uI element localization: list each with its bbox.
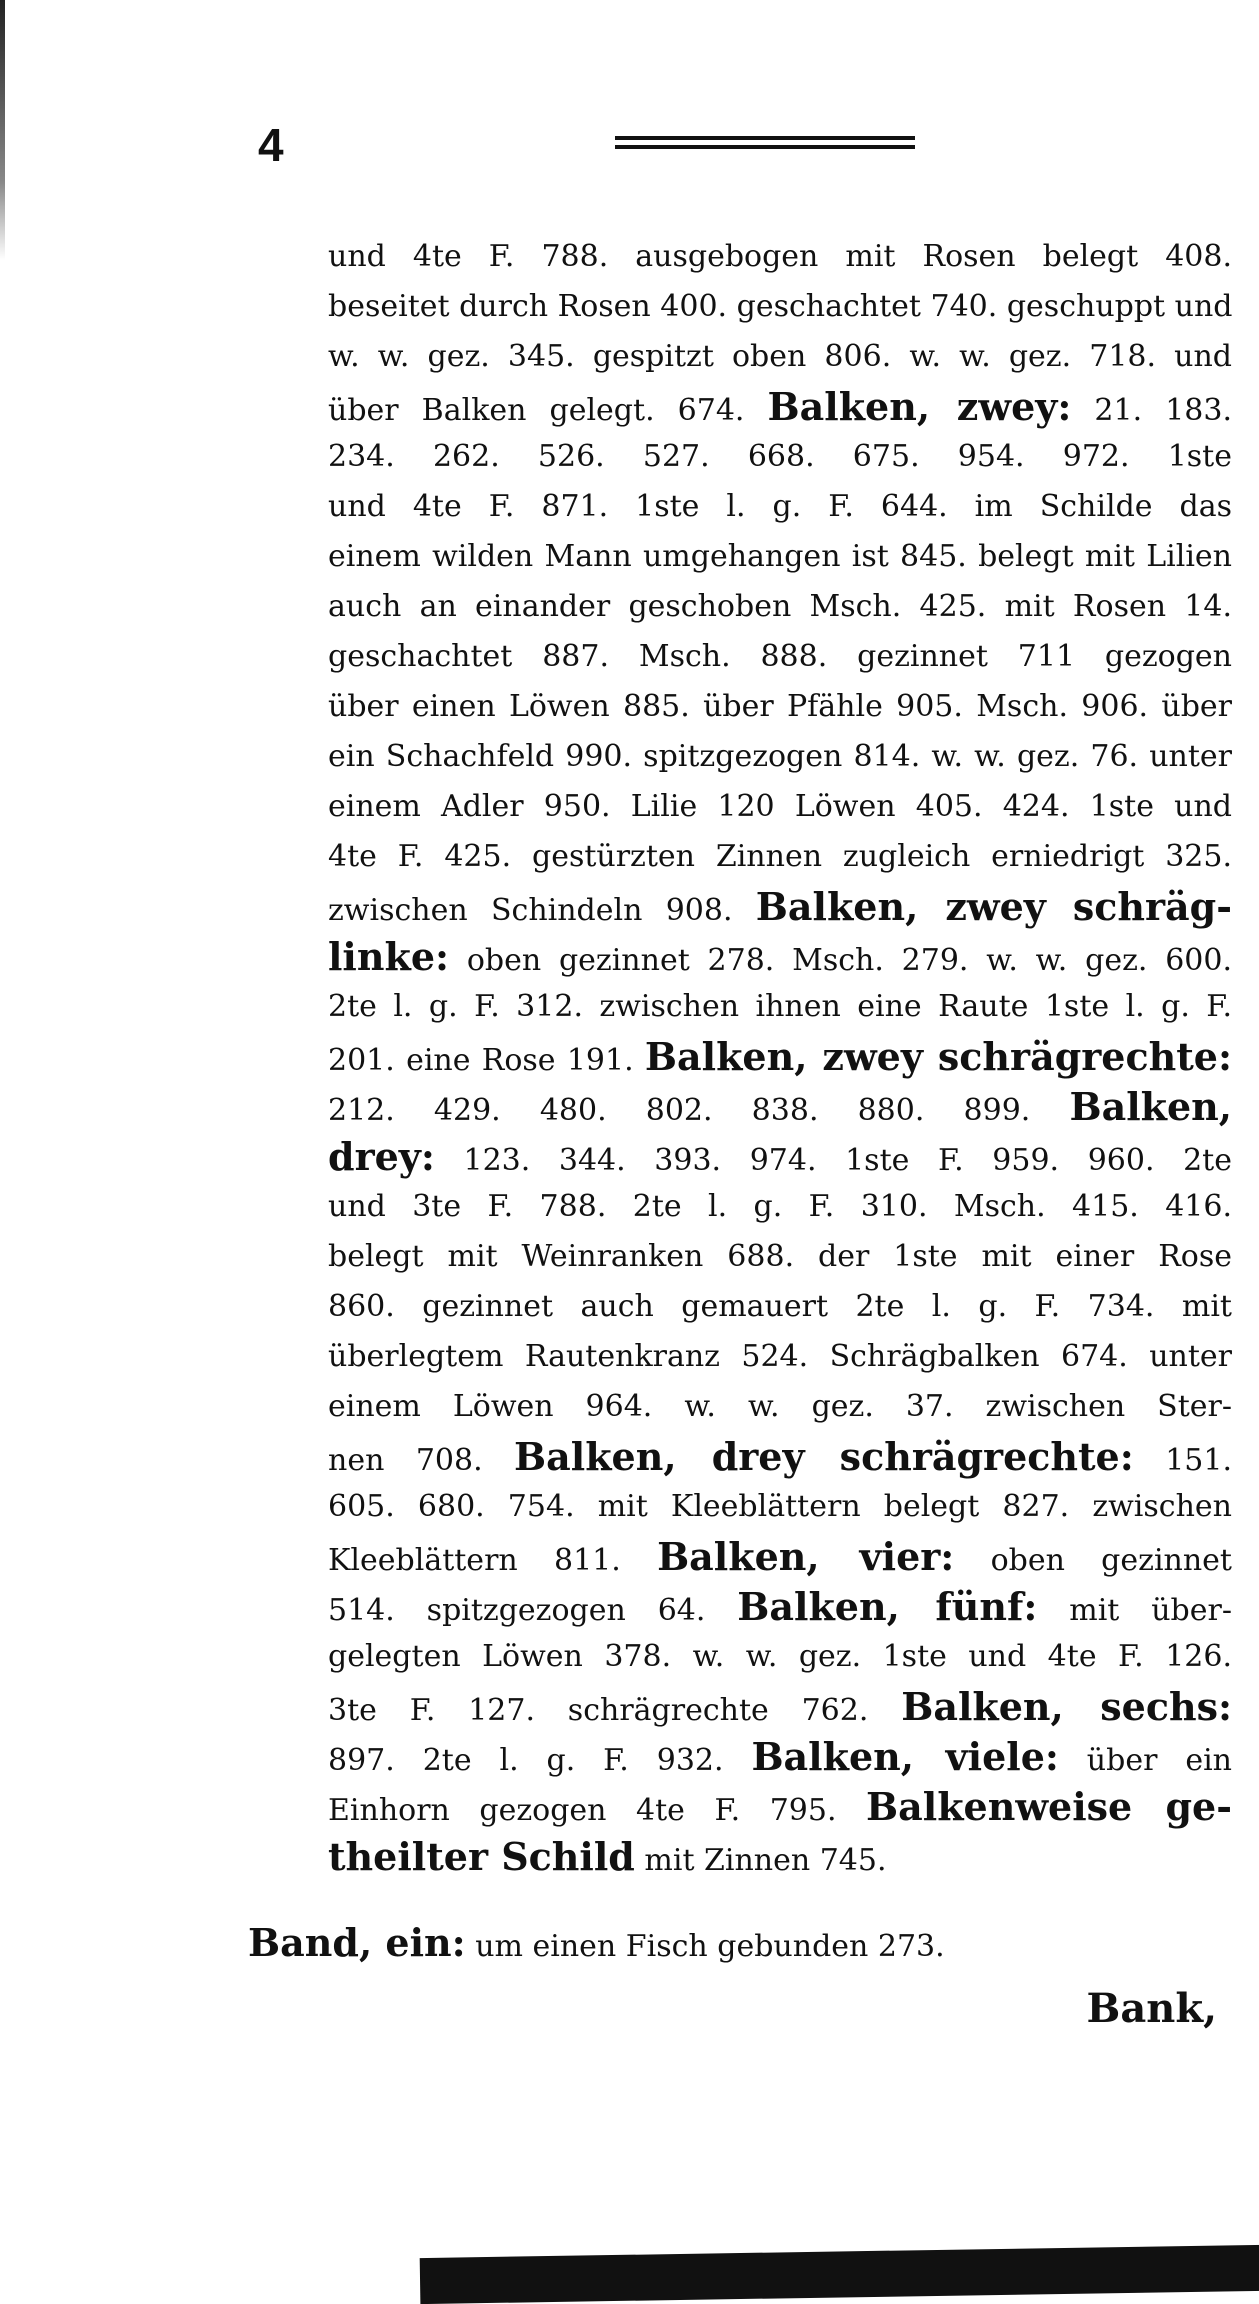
entry-text: und 4te F. 871. 1ste l. g. F. 644. im Schilde das bbox=[328, 489, 1232, 524]
entry-text: einem wilden Mann umgehangen ist 845. belegt mit Lilien bbox=[328, 539, 1232, 574]
text-line bbox=[328, 1732, 1232, 1782]
entry-text: gelegten Löwen 378. w. w. gez. 1ste und 4te F. 126. bbox=[328, 1639, 1232, 1674]
index-entry-band bbox=[248, 1918, 945, 1972]
entry-text: mit Zinnen 745. bbox=[634, 1843, 887, 1878]
text-line bbox=[328, 482, 1232, 532]
entry-text: 123. 344. 393. 974. 1ste F. 959. 960. 2te bbox=[434, 1143, 1232, 1178]
text-line bbox=[328, 882, 1232, 932]
text-line bbox=[328, 682, 1232, 732]
entry-text: über Balken gelegt. 674. bbox=[328, 393, 768, 428]
text-line bbox=[328, 582, 1232, 632]
entry-text: 3te F. 127. schrägrechte 762. bbox=[328, 1693, 902, 1728]
header-ornament-rule bbox=[615, 136, 915, 154]
text-line bbox=[328, 1332, 1232, 1382]
entry-text: und 3te F. 788. 2te l. g. F. 310. Msch. 415. 416. bbox=[328, 1189, 1232, 1224]
entry-text: über ein bbox=[1058, 1743, 1232, 1778]
text-line bbox=[328, 1032, 1232, 1082]
text-line bbox=[328, 932, 1232, 982]
text-line bbox=[328, 332, 1232, 382]
text-line bbox=[328, 782, 1232, 832]
entry-heading: Band, ein: bbox=[248, 1920, 466, 1965]
entry-text: einem Adler 950. Lilie 120 Löwen 405. 424. 1ste und bbox=[328, 789, 1232, 824]
text-line bbox=[328, 1182, 1232, 1232]
entry-text: 897. 2te l. g. F. 932. bbox=[328, 1743, 752, 1778]
entry-text: auch an einander geschoben Msch. 425. mit Rosen 14. bbox=[328, 589, 1232, 624]
entry-heading: Balken, drey schrägrechte: bbox=[514, 1434, 1134, 1479]
entry-text: geschachtet 887. Msch. 888. gezinnet 711 gezogen bbox=[328, 639, 1232, 674]
text-line bbox=[328, 532, 1232, 582]
text-line bbox=[328, 832, 1232, 882]
entry-heading: drey: bbox=[328, 1134, 435, 1179]
text-line bbox=[328, 1482, 1232, 1532]
index-entry-balken bbox=[328, 232, 1232, 1882]
text-line bbox=[328, 282, 1232, 332]
entry-text: und 4te F. 788. ausgebogen mit Rosen belegt 408. bbox=[328, 239, 1232, 274]
text-line bbox=[328, 982, 1232, 1032]
entry-text: w. w. gez. 345. gespitzt oben 806. w. w. gez. 718. und bbox=[328, 339, 1232, 374]
entry-text: 151. bbox=[1133, 1443, 1232, 1478]
scan-edge bbox=[0, 0, 5, 260]
text-line bbox=[328, 1832, 1232, 1882]
entry-heading: Balken, zwey: bbox=[767, 384, 1072, 429]
entry-heading: Balken, sechs: bbox=[901, 1684, 1233, 1729]
entry-text: oben gezinnet bbox=[954, 1543, 1232, 1578]
text-line bbox=[328, 732, 1232, 782]
scan-edge bbox=[420, 2244, 1259, 2304]
text-line bbox=[328, 232, 1232, 282]
text-line bbox=[328, 1432, 1232, 1482]
entry-text: 234. 262. 526. 527. 668. 675. 954. 972. 1ste bbox=[328, 439, 1232, 474]
text-line bbox=[328, 1082, 1232, 1132]
entry-heading: Balkenweise ge- bbox=[866, 1784, 1232, 1829]
entry-text: 514. spitzgezogen 64. bbox=[328, 1593, 738, 1628]
page-number: 4 bbox=[258, 119, 284, 171]
text-line bbox=[328, 432, 1232, 482]
text-line bbox=[328, 1282, 1232, 1332]
entry-text: ein Schachfeld 990. spitzgezogen 814. w. w. gez. 76. unter bbox=[328, 739, 1232, 774]
catchword: Bank, bbox=[1086, 1985, 1217, 2032]
entry-heading: Balken, vier: bbox=[657, 1534, 955, 1579]
entry-text: zwischen Schindeln 908. bbox=[328, 893, 756, 928]
entry-heading: theilter Schild bbox=[328, 1834, 635, 1879]
text-line bbox=[328, 1632, 1232, 1682]
entry-heading: linke: bbox=[328, 934, 450, 979]
entry-heading: Balken, fünf: bbox=[737, 1584, 1038, 1629]
text-line bbox=[328, 1582, 1232, 1632]
entry-text: 201. eine Rose 191. bbox=[328, 1043, 645, 1078]
entry-text: 4te F. 425. gestürzten Zinnen zugleich erniedrigt 325. bbox=[328, 839, 1232, 874]
entry-text: über einen Löwen 885. über Pfähle 905. Msch. 906. über bbox=[328, 689, 1232, 724]
entry-text: beseitet durch Rosen 400. geschachtet 740. geschuppt und bbox=[328, 289, 1233, 324]
entry-text: nen 708. bbox=[328, 1443, 515, 1478]
entry-heading: Balken, viele: bbox=[751, 1734, 1059, 1779]
entry-text: 212. 429. 480. 802. 838. 880. 899. bbox=[328, 1093, 1070, 1128]
text-line bbox=[328, 1132, 1232, 1182]
entry-text: 605. 680. 754. mit Kleeblättern belegt 827. zwischen bbox=[328, 1489, 1232, 1524]
entry-text: oben gezinnet 278. Msch. 279. w. w. gez. 600. bbox=[449, 943, 1232, 978]
entry-heading: Balken, bbox=[1069, 1084, 1232, 1129]
entry-text: überlegtem Rautenkranz 524. Schrägbalken 674. unter bbox=[328, 1339, 1232, 1374]
entry-heading: Balken, zwey schräg- bbox=[755, 884, 1232, 929]
entry-text: um einen Fisch gebunden 273. bbox=[465, 1929, 945, 1964]
entry-text: einem Löwen 964. w. w. gez. 37. zwischen Ster- bbox=[328, 1389, 1232, 1424]
text-line bbox=[328, 1782, 1232, 1832]
entry-text: 21. 183. bbox=[1071, 393, 1232, 428]
entry-text: belegt mit Weinranken 688. der 1ste mit einer Rose bbox=[328, 1239, 1232, 1274]
text-line bbox=[328, 1682, 1232, 1732]
entry-text: mit über- bbox=[1037, 1593, 1232, 1628]
entry-heading: Balken, zwey schrägrechte: bbox=[644, 1034, 1232, 1079]
text-line bbox=[328, 382, 1232, 432]
text-line bbox=[328, 1232, 1232, 1282]
entry-text: 2te l. g. F. 312. zwischen ihnen eine Raute 1ste l. g. F. bbox=[328, 989, 1232, 1024]
entry-text: 860. gezinnet auch gemauert 2te l. g. F. 734. mit bbox=[328, 1289, 1232, 1324]
entry-text: Kleeblättern 811. bbox=[328, 1543, 658, 1578]
text-line bbox=[328, 1382, 1232, 1432]
entry-text: Einhorn gezogen 4te F. 795. bbox=[328, 1793, 867, 1828]
text-line bbox=[328, 1532, 1232, 1582]
text-line bbox=[328, 632, 1232, 682]
